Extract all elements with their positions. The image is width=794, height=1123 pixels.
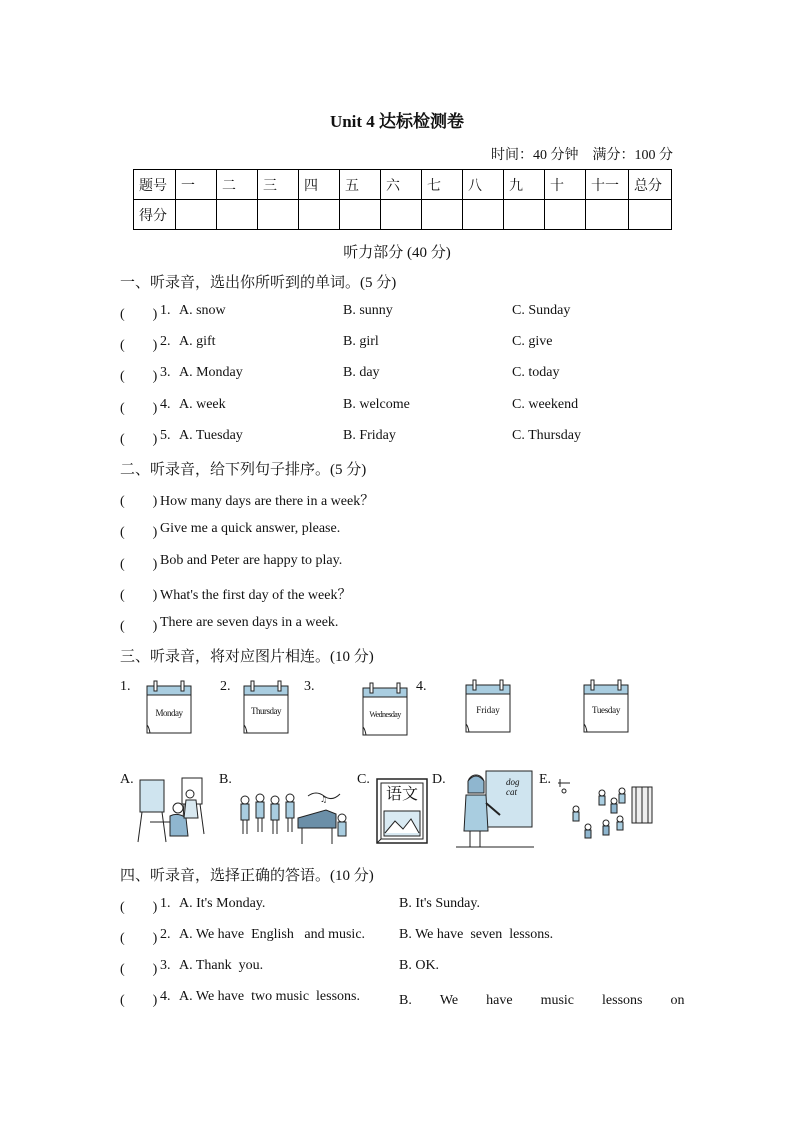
score-table-cell: 二	[217, 170, 258, 200]
book-title-text: 语文	[385, 784, 418, 803]
sentence-text: Give me a quick answer, please.	[160, 521, 341, 536]
match-number-4: 4.	[416, 679, 427, 694]
calendar-day-label: Wednesday	[369, 710, 401, 719]
calendar-day-label: Thursday	[251, 706, 281, 716]
score-blank-cell[interactable]	[258, 200, 299, 230]
question-number: 3.	[160, 958, 171, 973]
picture-d-english-class[interactable]	[456, 769, 534, 854]
question-number: 2.	[160, 334, 171, 349]
question-number: 4.	[160, 989, 171, 1004]
question-number: 5.	[160, 428, 171, 443]
calendar-icon	[146, 680, 192, 734]
picture-letter-b: B.	[219, 772, 232, 787]
option-a: A. Monday	[179, 365, 243, 380]
blackboard-word-dog: dog	[506, 777, 520, 787]
question-number: 4.	[160, 397, 171, 412]
score-blank-cell[interactable]	[629, 200, 672, 230]
score-blank-cell[interactable]	[299, 200, 340, 230]
option-c: C. weekend	[512, 397, 579, 412]
option-b: B. sunny	[343, 303, 393, 318]
option-b: B. welcome	[343, 397, 410, 412]
option-b: B. OK.	[399, 958, 440, 973]
calendar-day-label: Monday	[155, 708, 183, 718]
question-number: 3.	[160, 365, 171, 380]
score-blank-cell[interactable]	[586, 200, 629, 230]
question-number: 1.	[160, 303, 171, 318]
answer-parentheses[interactable]: ( )	[120, 525, 158, 540]
section4-title: 四、听录音，选择正确的答语。(10 分)	[120, 868, 374, 884]
answer-parentheses[interactable]: ( )	[120, 619, 158, 634]
section3-title: 三、听录音，将对应图片相连。(10 分)	[120, 649, 374, 665]
option-a: A. Tuesday	[179, 428, 243, 443]
teacher-illustration	[456, 769, 534, 849]
sentence-text: What's the first day of the week？	[160, 588, 352, 603]
picture-a-art-class[interactable]	[130, 772, 216, 853]
score-table-score-row	[134, 200, 672, 230]
score-table-header-row	[134, 170, 672, 200]
score-blank-cell[interactable]	[504, 200, 545, 230]
picture-letter-c: C.	[357, 772, 370, 787]
picture-c-chinese-book[interactable]	[375, 777, 431, 852]
option-c: C. give	[512, 334, 553, 349]
answer-parentheses[interactable]: ( )	[120, 962, 158, 977]
sentence-text: There are seven days in a week.	[160, 615, 339, 630]
option-a: A. We have English and music.	[179, 927, 366, 942]
answer-parentheses[interactable]: ( )	[120, 307, 158, 322]
score-table-cell: 六	[381, 170, 422, 200]
score-table-cell: 一	[176, 170, 217, 200]
option-b: B. It's Sunday.	[399, 896, 480, 911]
score-table-cell: 七	[422, 170, 463, 200]
score-table-cell: 题号	[134, 170, 176, 200]
score-table-cell: 得分	[134, 200, 176, 230]
listening-header: 听力部分 (40 分)	[343, 245, 451, 261]
picture-letter-e: E.	[539, 772, 552, 787]
score-table-cell: 三	[258, 170, 299, 200]
score-blank-cell[interactable]	[381, 200, 422, 230]
match-number-1: 1.	[120, 679, 131, 694]
match-number-3: 3.	[304, 679, 315, 694]
score-blank-cell[interactable]	[463, 200, 504, 230]
score-table-cell: 十一	[586, 170, 629, 200]
question-number: 2.	[160, 927, 171, 942]
score-table-cell: 十	[545, 170, 586, 200]
score-blank-cell[interactable]	[217, 200, 258, 230]
option-a: A. week	[179, 397, 226, 412]
option-a: A. Thank you.	[179, 958, 264, 973]
blackboard-text	[506, 777, 520, 797]
time-score-info: 时间：40 分钟 满分：100 分	[491, 148, 673, 163]
answer-parentheses[interactable]: ( )	[120, 494, 158, 509]
score-table-cell: 九	[504, 170, 545, 200]
painting-illustration	[130, 772, 216, 848]
score-blank-cell[interactable]	[545, 200, 586, 230]
blackboard-word-cat: cat	[506, 787, 517, 797]
answer-parentheses[interactable]: ( )	[120, 557, 158, 572]
option-b: B. girl	[343, 334, 379, 349]
score-table	[133, 169, 672, 230]
sports-illustration	[556, 779, 654, 843]
option-c: C. Thursday	[512, 428, 581, 443]
score-table-cell: 总分	[629, 170, 672, 200]
option-b: B. Friday	[343, 428, 396, 443]
option-b: B. We have music lessons on	[399, 993, 685, 1008]
sentence-text: How many days are there in a week？	[160, 494, 375, 509]
calendar-tuesday[interactable]	[583, 679, 629, 733]
calendar-thursday[interactable]	[243, 680, 289, 734]
svg-text:♫: ♫	[320, 795, 328, 804]
answer-parentheses[interactable]: ( )	[120, 369, 158, 384]
score-blank-cell[interactable]	[340, 200, 381, 230]
answer-parentheses[interactable]: ( )	[120, 588, 158, 603]
option-a: A. gift	[179, 334, 216, 349]
score-blank-cell[interactable]	[176, 200, 217, 230]
option-a: A. We have two music lessons.	[179, 989, 360, 1004]
option-a: A. snow	[179, 303, 226, 318]
answer-parentheses[interactable]: ( )	[120, 432, 158, 447]
option-b: B. day	[343, 365, 380, 380]
section1-title: 一、听录音，选出你所听到的单词。(5 分)	[120, 275, 397, 291]
answer-parentheses[interactable]: ( )	[120, 401, 158, 416]
picture-b-music-class[interactable]	[236, 788, 354, 853]
score-table-cell: 四	[299, 170, 340, 200]
calendar-day-label: Tuesday	[591, 705, 621, 715]
picture-e-pe-class[interactable]	[556, 779, 654, 848]
sentence-text: Bob and Peter are happy to play.	[160, 553, 343, 568]
option-a: A. It's Monday.	[179, 896, 266, 911]
answer-parentheses[interactable]: ( )	[120, 338, 158, 353]
picture-letter-a: A.	[120, 772, 134, 787]
page-title: Unit 4 达标检测卷	[329, 112, 465, 131]
match-number-2: 2.	[220, 679, 231, 694]
calendar-day-label: Friday	[476, 705, 500, 715]
calendar-icon	[362, 682, 408, 736]
calendar-monday[interactable]	[146, 680, 192, 734]
answer-parentheses[interactable]: ( )	[120, 931, 158, 946]
calendar-friday[interactable]	[465, 679, 511, 733]
option-b: B. We have seven lessons.	[399, 927, 554, 942]
option-c: C. Sunday	[512, 303, 571, 318]
question-number: 1.	[160, 896, 171, 911]
score-table-cell: 五	[340, 170, 381, 200]
calendar-wednesday[interactable]	[362, 682, 408, 736]
answer-parentheses[interactable]: ( )	[120, 993, 158, 1008]
music-illustration	[236, 788, 354, 848]
option-c: C. today	[512, 365, 560, 380]
picture-letter-d: D.	[432, 772, 446, 787]
answer-parentheses[interactable]: ( )	[120, 900, 158, 915]
score-table-cell: 八	[463, 170, 504, 200]
section2-title: 二、听录音，给下列句子排序。(5 分)	[120, 462, 367, 478]
score-blank-cell[interactable]	[422, 200, 463, 230]
